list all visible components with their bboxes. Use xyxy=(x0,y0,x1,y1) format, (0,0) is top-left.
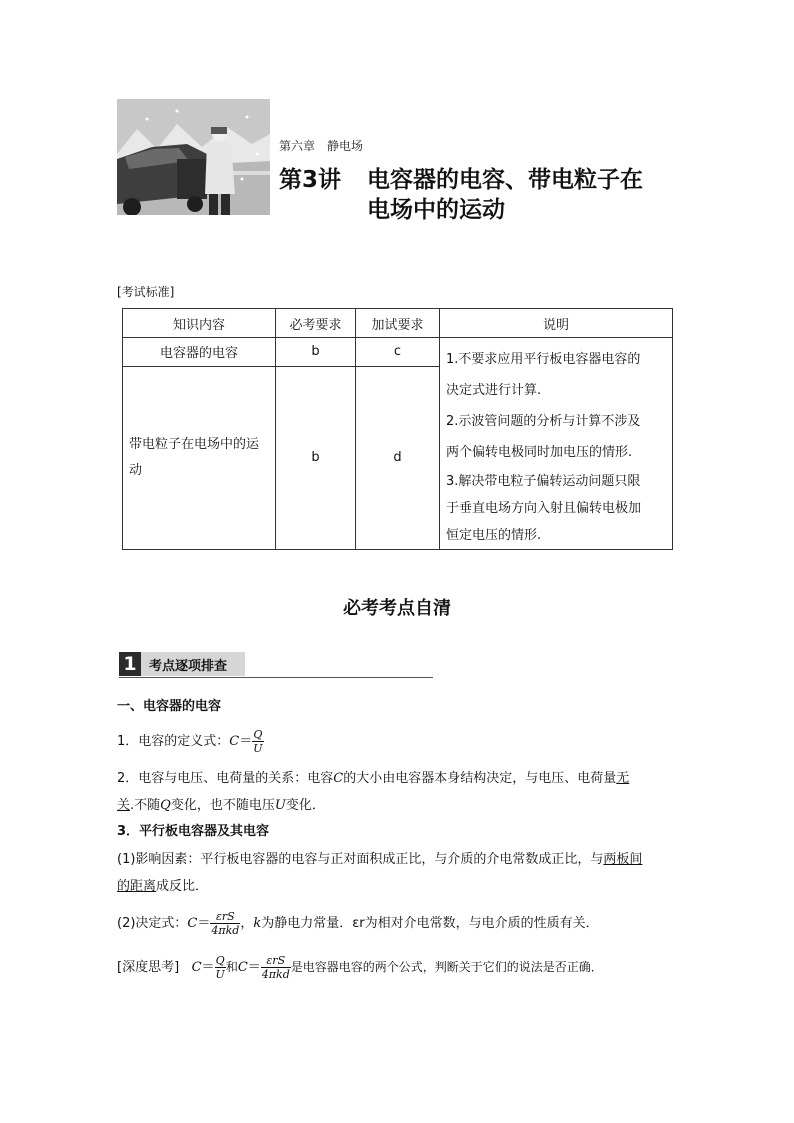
chapter-label: 第六章 静电场 xyxy=(279,139,364,153)
extra-cell: d xyxy=(356,366,440,549)
deep-thinking xyxy=(117,953,603,982)
section-number-badge: 1 xyxy=(119,652,141,676)
note-line: 1.不要求应用平行板电容器电容的 xyxy=(446,352,641,367)
note-line: 2.示波管问题的分析与计算不涉及 xyxy=(446,414,641,429)
note-line: 3.解决带电粒子偏转运动问题只限 xyxy=(446,474,641,489)
item-text: 为静电力常量．εr为相对介电常数，与电介质的性质有关． xyxy=(261,916,599,931)
underlined-answer: 两板间 xyxy=(603,852,643,867)
extra-cell: c xyxy=(356,338,440,367)
item-text: 是电容器电容的两个公式，判断关于它们的说法是否正确． xyxy=(290,960,603,974)
math-var: C xyxy=(333,771,344,786)
item-factors-line2 xyxy=(117,873,208,901)
table-header-row xyxy=(123,309,673,338)
item-text: (1)影响因素：平行板电容器的电容与正对面积成正比，与介质的介电常数成正比，与 xyxy=(117,852,604,867)
fraction xyxy=(252,728,263,755)
math-eq: ＝ xyxy=(197,916,211,931)
math-eq: ＝ xyxy=(201,960,215,975)
item-text: (2)决定式： xyxy=(117,916,188,931)
item-text: 成反比． xyxy=(156,879,209,894)
header-required: 必考要求 xyxy=(276,309,356,338)
lecture-number: 第3讲 xyxy=(279,167,342,193)
chapter-illustration xyxy=(117,99,270,215)
table-row xyxy=(123,338,673,367)
required-cell: b xyxy=(276,366,356,549)
fraction-denominator: U xyxy=(215,968,225,981)
topic-cell: 电容器的电容 xyxy=(123,338,276,367)
item-definition xyxy=(117,728,264,756)
item-text: 和 xyxy=(225,960,238,974)
note-line: 恒定电压的情形. xyxy=(446,528,542,543)
required-cell: b xyxy=(276,338,356,367)
item-factors-line1 xyxy=(117,846,642,874)
header-topic: 知识内容 xyxy=(123,309,276,338)
header-extra: 加试要求 xyxy=(356,309,440,338)
math-eq: ＝ xyxy=(239,734,253,749)
section-title: 必考考点自清 xyxy=(343,598,451,619)
section-divider xyxy=(119,677,433,678)
math-var: C xyxy=(237,960,248,975)
math-var: U xyxy=(274,798,286,813)
fraction-numerator: εrS xyxy=(210,910,240,924)
note-line: 两个偏转电极同时加电压的情形. xyxy=(446,445,633,460)
item-formula xyxy=(117,910,599,938)
heading-capacitance: 一、电容器的电容 xyxy=(117,699,222,714)
underlined-answer: 关 xyxy=(117,798,131,813)
item-relation-line2 xyxy=(117,792,325,820)
math-eq: ＝ xyxy=(247,960,261,975)
note-line: 决定式进行计算. xyxy=(446,383,542,398)
item-parallel-plate: 3．平行板电容器及其电容 xyxy=(117,824,270,839)
item-text: 的大小由电容器本身结构决定，与电压、电荷量 xyxy=(343,771,617,786)
item-text: 1．电容的定义式： xyxy=(117,734,230,749)
person-by-car-in-snow-illustration xyxy=(117,99,270,215)
math-var: C xyxy=(187,916,198,931)
item-text: 变化． xyxy=(285,798,325,813)
fraction-denominator: U xyxy=(253,742,263,755)
lecture-title-line1: 电容器的电容、带电粒子在 xyxy=(367,167,643,193)
underlined-answer: 的距离 xyxy=(117,879,157,894)
math-var: C xyxy=(191,960,202,975)
fraction xyxy=(261,954,291,981)
topic-text: 带电粒子在电场中的运动 xyxy=(129,436,260,478)
topic-cell xyxy=(123,366,276,549)
header-notes: 说明 xyxy=(440,309,673,338)
notes-cell xyxy=(440,338,673,550)
underlined-answer: 无 xyxy=(616,771,630,786)
fraction-denominator: 4πkd xyxy=(261,968,290,981)
exam-standard-table xyxy=(122,308,673,550)
item-text: .不随 xyxy=(130,798,161,813)
section-badge-label: 考点逐项排查 xyxy=(149,659,228,674)
item-text: ， xyxy=(240,916,254,931)
note-line: 于垂直电场方向入射且偏转电极加 xyxy=(446,501,642,516)
exam-standard-label: [考试标准] xyxy=(117,285,175,299)
math-var: C xyxy=(229,734,240,749)
math-var: k xyxy=(253,916,262,931)
item-text: 变化，也不随电压 xyxy=(170,798,275,813)
math-var: Q xyxy=(160,798,171,813)
fraction-numerator: Q xyxy=(215,954,225,967)
fraction xyxy=(215,954,226,981)
fraction-numerator: Q xyxy=(253,728,263,741)
item-text: 2．电容与电压、电荷量的关系：电容 xyxy=(117,771,334,786)
item-relation-line1 xyxy=(117,765,629,793)
deep-thinking-label: [深度思考] xyxy=(117,960,180,975)
fraction-numerator: εrS xyxy=(261,954,291,968)
fraction xyxy=(210,910,240,937)
fraction-denominator: 4πkd xyxy=(211,924,240,937)
lecture-title-line2: 电场中的运动 xyxy=(367,197,505,223)
